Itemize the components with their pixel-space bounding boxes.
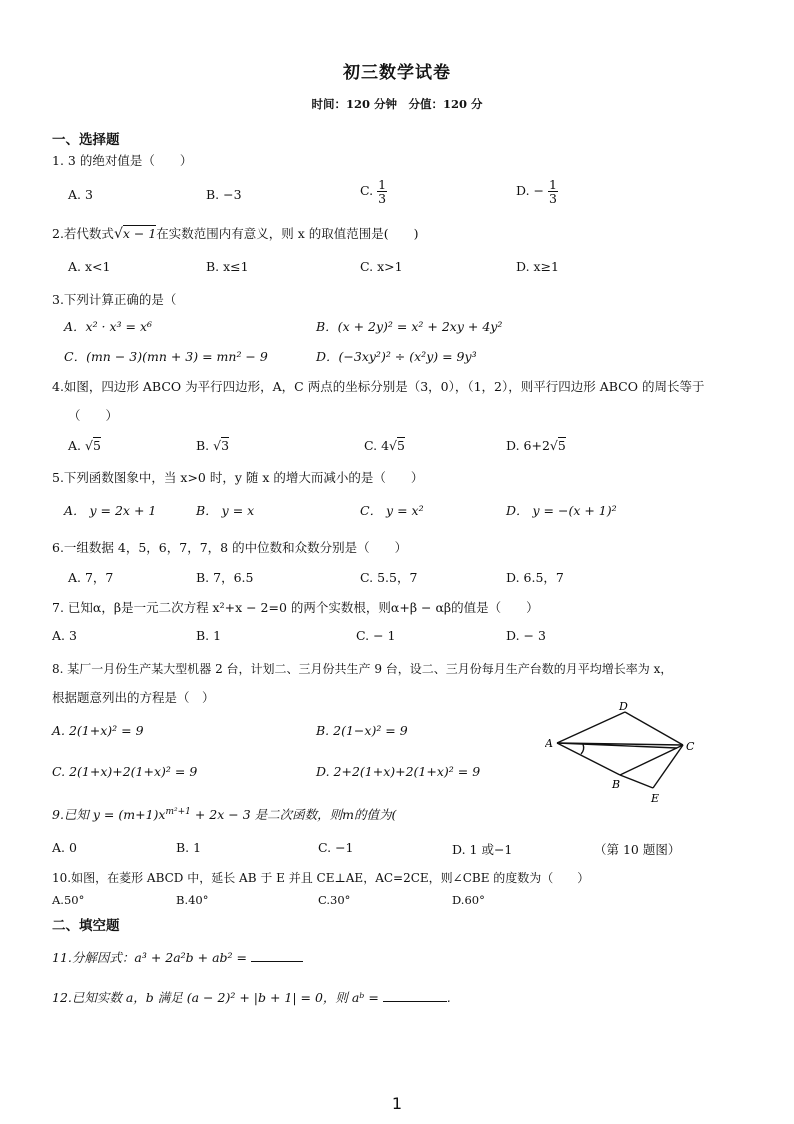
question-6-option-a: A. 7，7: [68, 570, 114, 585]
sqrt-sign: √: [389, 438, 397, 453]
fraction-one-third: [377, 178, 387, 205]
question-8-option-a: A. 2(1+x)² = 9: [52, 723, 144, 738]
question-10-option-a: A.50°: [52, 893, 85, 907]
radicand: 3: [221, 438, 230, 453]
segment-bc: [620, 745, 683, 775]
question-9-option-d: D. 1 或−1: [452, 842, 513, 857]
exponent: m²+1: [165, 806, 191, 817]
question-4-option-d: [506, 438, 566, 453]
option-prefix: B.: [196, 438, 210, 453]
answer-blank[interactable]: [251, 949, 303, 962]
question-10-option-d: D.60°: [452, 893, 485, 907]
fraction-numerator: 1: [548, 177, 557, 192]
question-4-option-a: [68, 438, 101, 453]
question-3-option-d: D．(−3xy²)² ÷ (x²y) = 9y³: [316, 349, 477, 364]
question-1-option-a: A. 3: [68, 187, 93, 202]
segment-dc: [625, 712, 683, 745]
stem-text: 12.已知实数 a，b 满足 (a − 2)² + |b + 1| = 0，则 aᵇ =: [52, 990, 379, 1005]
question-7-option-b: B. 1: [196, 628, 222, 643]
question-2-option-a: A. x<1: [68, 259, 111, 274]
question-11-stem: [52, 948, 303, 966]
question-5-option-b: B． y = x: [196, 503, 255, 518]
exam-info: 时间：120 分钟 分值：120 分: [311, 97, 483, 111]
question-1-option-b: B. −3: [206, 187, 242, 202]
section-heading-choice: 一、选择题: [52, 132, 120, 148]
question-5-option-c: C． y = x²: [360, 503, 424, 518]
question-9-option-b: B. 1: [176, 840, 202, 855]
question-9-stem: [52, 805, 396, 823]
figure-caption: （第 10 题图）: [594, 842, 681, 857]
segment-ab: [557, 743, 620, 775]
question-2-option-b: B. x≤1: [206, 259, 249, 274]
question-5-stem: 5.下列函数图象中，当 x>0 时，y 随 x 的增大而减小的是（ ）: [52, 470, 424, 485]
sqrt-sign: √: [85, 438, 93, 453]
sqrt-sign: √: [549, 438, 558, 453]
question-8-option-d: D. 2+2(1+x)+2(1+x)² = 9: [316, 764, 481, 779]
question-10-option-c: C.30°: [318, 893, 351, 907]
question-3-option-a: A．x² · x³ = x⁶: [64, 319, 153, 334]
option-prefix: D. 6+2: [506, 438, 550, 453]
question-4-option-c: [364, 438, 405, 453]
radicand: 5: [557, 438, 566, 453]
radicand: 5: [397, 438, 405, 453]
question-3-option-b: B．(x + 2y)² = x² + 2xy + 4y²: [316, 319, 503, 334]
label-e: E: [651, 792, 660, 805]
question-7-option-d: D. − 3: [506, 628, 546, 643]
question-9-option-a: A. 0: [52, 840, 77, 855]
question-8-stem-line2: 根据题意列出的方程是（ ）: [52, 690, 215, 705]
sqrt-sign: √: [113, 226, 123, 242]
option-d-prefix: D. −: [516, 183, 544, 198]
fraction-denominator: 3: [378, 191, 387, 206]
fraction-denominator: 3: [548, 191, 557, 206]
answer-blank[interactable]: [383, 989, 447, 1002]
question-8-option-c: C. 2(1+x)+2(1+x)² = 9: [52, 764, 198, 779]
angle-mark: [581, 744, 584, 754]
question-6-stem: 6.一组数据 4，5，6，7，7，8 的中位数和众数分别是（ ）: [52, 540, 408, 555]
question-4-stem: 4.如图，四边形 ABCO 为平行四边形，A，C 两点的坐标分别是（3，0），（1，2），则平行四边形 ABCO 的周长等于: [52, 379, 705, 394]
radicand: 5: [92, 438, 101, 453]
option-c-prefix: C.: [360, 183, 374, 198]
question-8-option-b: B. 2(1−x)² = 9: [316, 723, 408, 738]
option-prefix: C. 4: [364, 438, 390, 453]
question-6-option-c: C. 5.5，7: [360, 570, 418, 585]
question-3-option-c: C．(mn − 3)(mn + 3) = mn² − 9: [64, 349, 268, 364]
question-5-option-a: A． y = 2x + 1: [64, 503, 157, 518]
stem-suffix: + 2x − 3 是二次函数，则m的值为(: [190, 807, 397, 822]
question-1-option-d: [516, 178, 558, 205]
question-10-stem: 10.如图，在菱形 ABCD 中，延长 AB 于 E 并且 CE⊥AE，AC=2CE，则∠CBE 的度数为（ ）: [52, 871, 590, 885]
question-1-option-c: [360, 178, 387, 205]
stem-prefix: 9.已知 y = (m+1)x: [52, 807, 166, 822]
label-a: A: [545, 737, 553, 750]
fraction-numerator: 1: [378, 177, 387, 192]
stem-text: 11.分解因式：a³ + 2a²b + ab² =: [52, 950, 248, 965]
stem-suffix: 在实数范围内有意义，则 x 的取值范围是( ): [156, 226, 419, 241]
question-3-stem: 3.下列计算正确的是（: [52, 292, 177, 307]
segment-ad: [557, 712, 625, 743]
question-9-option-c: C. −1: [318, 840, 354, 855]
question-4-answer-paren: （ ）: [68, 408, 119, 423]
question-6-option-d: D. 6.5，7: [506, 570, 564, 585]
stem-prefix: 2.若代数式: [52, 226, 114, 241]
page-number: 1: [391, 1094, 403, 1113]
sqrt-sign: √: [213, 438, 222, 453]
question-10-option-b: B.40°: [176, 893, 209, 907]
question-12-stem: 12.已知实数 a，b 满足 (a − 2)² + |b + 1| = 0，则 aᵇ = .: [52, 990, 451, 1005]
question-2-stem: [52, 224, 419, 242]
section-heading-fill: 二、填空题: [52, 918, 120, 934]
label-c: C: [686, 740, 695, 753]
question-2-option-c: C. x>1: [360, 259, 403, 274]
question-4-option-b: [196, 438, 229, 453]
radicand: x − 1: [122, 226, 157, 241]
question-2-option-d: D. x≥1: [516, 259, 559, 274]
page-title: 初三数学试卷: [343, 63, 451, 83]
label-b: B: [612, 778, 621, 791]
question-6-option-b: B. 7，6.5: [196, 570, 254, 585]
question-1-stem: 1. 3 的绝对值是（ ）: [52, 153, 193, 168]
label-d: D: [619, 700, 628, 713]
fraction-one-third: [548, 178, 558, 205]
question-5-option-d: D． y = −(x + 1)²: [506, 503, 617, 518]
question-8-stem-line1: 8. 某厂一月份生产某大型机器 2 台，计划二、三月份共生产 9 台，设二、三月份每月生产台数的月平均增长率为 x，: [52, 662, 673, 676]
question-7-option-c: C. − 1: [356, 628, 396, 643]
question-7-stem: 7. 已知α，β是一元二次方程 x²+x − 2=0 的两个实数根，则α+β − αβ的值是（ ）: [52, 600, 539, 615]
segment-be: [620, 775, 653, 788]
rhombus-figure: [545, 700, 705, 808]
option-prefix: A.: [68, 438, 82, 453]
question-7-option-a: A. 3: [52, 628, 77, 643]
